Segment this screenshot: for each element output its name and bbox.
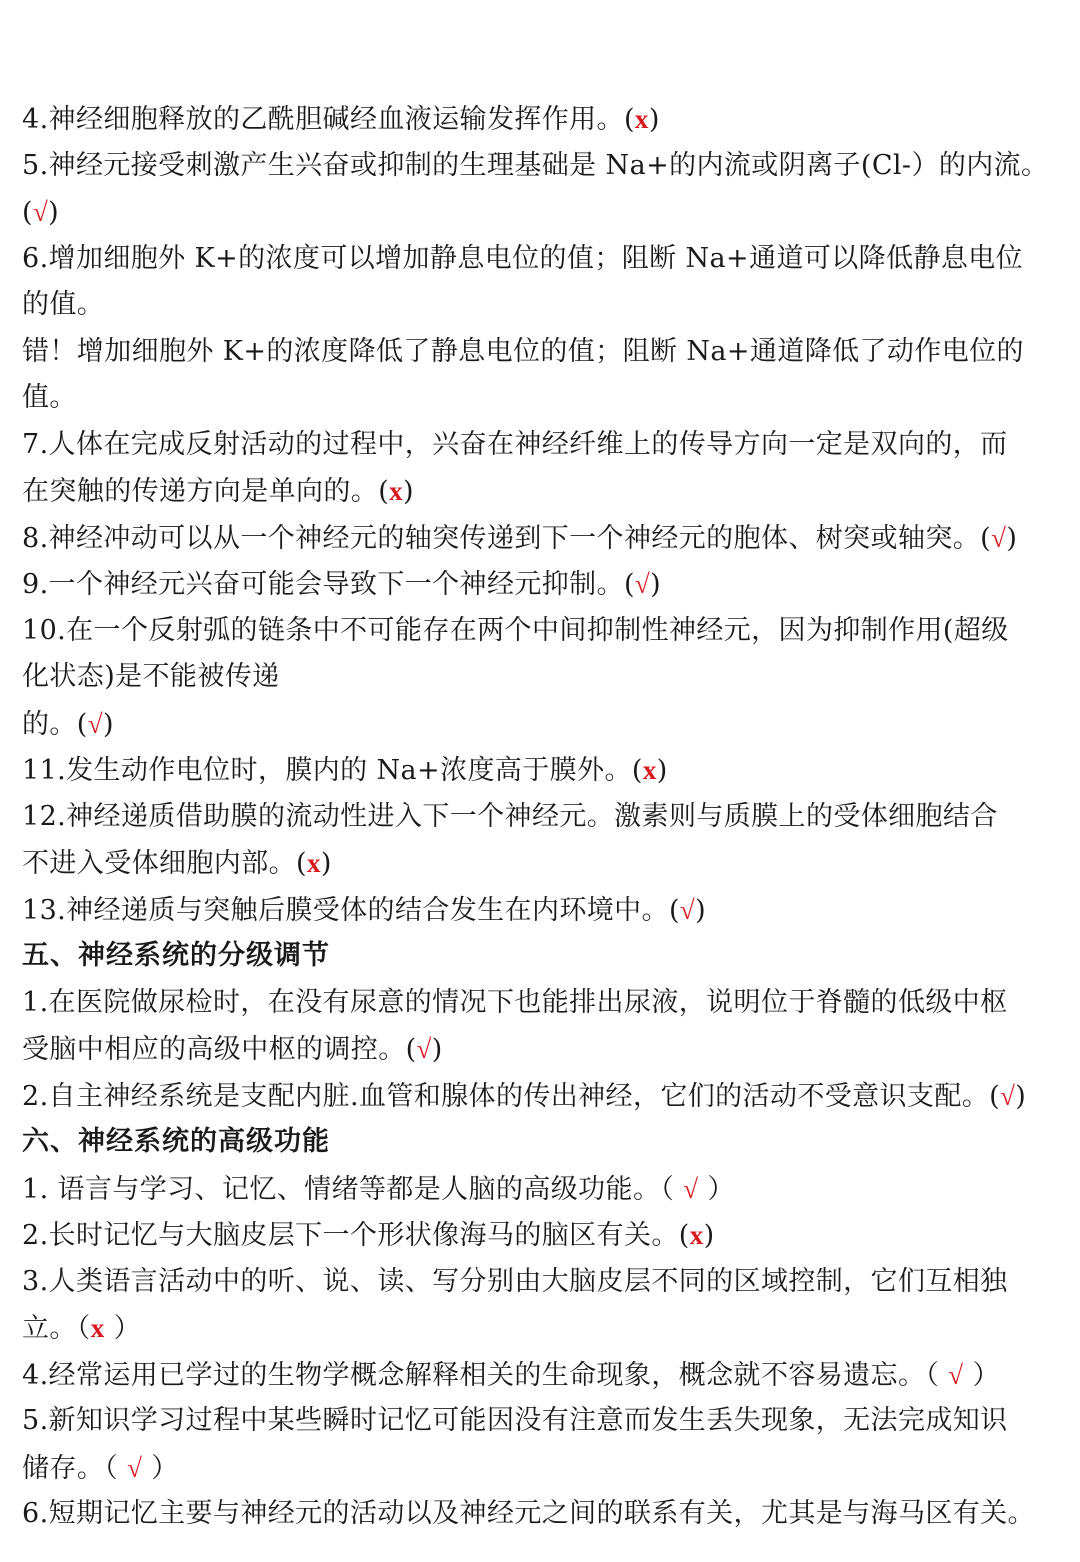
- answer-mark-correct: √: [683, 1173, 699, 1204]
- section-heading: 六、神经系统的高级功能: [22, 1126, 330, 1157]
- text-line: 错！增加细胞外 K+的浓度降低了静息电位的值；阻断 Na+通道降低了动作电位的: [22, 335, 1024, 367]
- answer-mark-correct: √: [127, 1452, 143, 1483]
- text-line: 3.人类语言活动中的听、说、读、写分别由大脑皮层不同的区域控制，它们互相独: [22, 1265, 1008, 1297]
- section-heading: 五、神经系统的分级调节: [22, 940, 330, 971]
- text-line: 2.自主神经系统是支配内脏.血管和腺体的传出神经，它们的活动不受意识支配。(√): [22, 1080, 1027, 1112]
- answer-mark-wrong: x: [306, 848, 321, 878]
- answer-mark-correct: √: [679, 894, 696, 925]
- text-line: 不进入受体细胞内部。(x): [22, 848, 332, 879]
- answer-mark-wrong: x: [689, 1220, 704, 1250]
- text-line: 12.神经递质借助膜的流动性进入下一个神经元。激素则与质膜上的受体细胞结合: [22, 800, 998, 832]
- answer-mark-correct: √: [948, 1359, 964, 1390]
- text-line: 1.在医院做尿检时，在没有尿意的情况下也能排出尿液，说明位于脊髓的低级中枢: [22, 986, 1008, 1018]
- text-line: 9.一个神经元兴奋可能会导致下一个神经元抑制。(√): [22, 569, 662, 600]
- answer-mark-wrong: x: [389, 476, 404, 506]
- answer-mark-correct: √: [634, 569, 651, 599]
- text-line: 4.神经细胞释放的乙酰胆碱经血液运输发挥作用。(x): [22, 104, 660, 135]
- text-line: 的。(√): [22, 708, 114, 740]
- answer-mark-correct: √: [416, 1034, 432, 1064]
- answer-mark-correct: √: [87, 708, 103, 739]
- answer-mark-correct: √: [1000, 1080, 1016, 1111]
- answer-mark-wrong: x: [90, 1313, 105, 1343]
- answer-mark-correct: √: [991, 522, 1007, 553]
- text-line: 6.增加细胞外 K+的浓度可以增加静息电位的值；阻断 Na+通道可以降低静息电位: [22, 242, 1024, 274]
- text-line: 13.神经递质与突触后膜受体的结合发生在内环境中。(√): [22, 894, 707, 926]
- text-line: 1. 语言与学习、记忆、情绪等都是人脑的高级功能。（ √ ）: [22, 1173, 735, 1205]
- answer-mark-wrong: x: [634, 104, 649, 134]
- text-line: 储存。（ √ ）: [22, 1452, 179, 1484]
- text-line: (√): [22, 197, 60, 228]
- answer-mark-correct: √: [32, 197, 49, 227]
- text-line: 10.在一个反射弧的链条中不可能存在两个中间抑制性神经元，因为抑制作用(超级: [22, 614, 1009, 646]
- text-line: 11.发生动作电位时，膜内的 Na+浓度高于膜外。(x): [22, 755, 668, 786]
- text-line: 立。（x ）: [22, 1313, 141, 1344]
- text-line: 的值。: [22, 289, 105, 320]
- answer-mark-wrong: x: [642, 755, 657, 785]
- text-line: 5.新知识学习过程中某些瞬时记忆可能因没有注意而发生丢失现象，无法完成知识: [22, 1405, 1008, 1436]
- text-line: 7.人体在完成反射活动的过程中，兴奋在神经纤维上的传导方向一定是双向的，而: [22, 428, 1008, 460]
- text-line: 5.神经元接受刺激产生兴奋或抑制的生理基础是 Na+的内流或阴离子(Cl-）的内流。: [22, 149, 1049, 181]
- text-line: 4.经常运用已学过的生物学概念解释相关的生命现象，概念就不容易遗忘。（ √ ）: [22, 1359, 1000, 1391]
- text-line: 在突触的传递方向是单向的。(x): [22, 476, 414, 507]
- text-line: 受脑中相应的高级中枢的调控。(√): [22, 1034, 443, 1065]
- document-page: [22, 96, 1062, 1538]
- text-line: 6.短期记忆主要与神经元的活动以及神经元之间的联系有关，尤其是与海马区有关。: [22, 1498, 1035, 1529]
- text-line: 2.长时记忆与大脑皮层下一个形状像海马的脑区有关。(x): [22, 1220, 715, 1251]
- text-line: 化状态)是不能被传递: [22, 661, 280, 692]
- text-line: 8.神经冲动可以从一个神经元的轴突传递到下一个神经元的胞体、树突或轴突。(√): [22, 522, 1018, 554]
- text-line: 值。: [22, 382, 77, 413]
